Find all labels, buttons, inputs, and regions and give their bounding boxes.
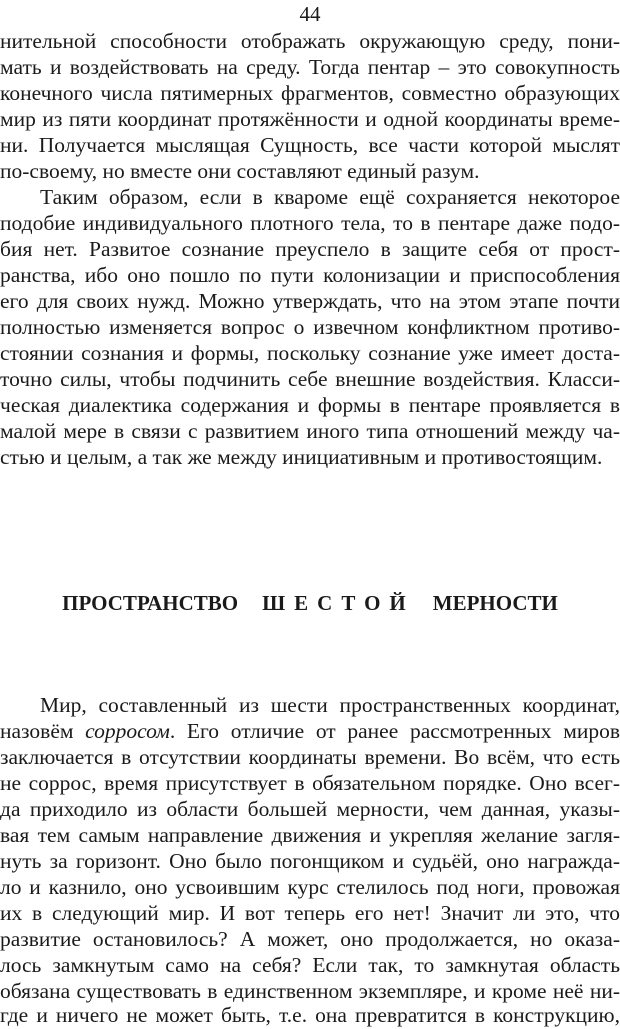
paragraph-3-line: развитие остановилось? А может, оно продолжается, но оказа- (0, 927, 620, 951)
section-heading (0, 590, 620, 616)
paragraph-3-line: где и ничего не может быть, т.е. она превратится в конструкцию, (0, 1003, 620, 1027)
italic-term: соррoсом (85, 719, 170, 743)
paragraph-3-line: лось замкнутым само на себя? Если так, то замкнутая область (0, 953, 620, 977)
heading-word: ПРОСТРАНСТВО (62, 591, 239, 615)
paragraph-3-line: не соррос, время присутствует в обязательном порядке. Оно всег- (0, 771, 620, 795)
paragraph-3-line: вая тем самым направление движения и укрепляя желание загля- (0, 823, 620, 847)
page-number: 44 (299, 2, 321, 26)
paragraph-2-line: полностью изменяется вопрос о извечном конфликтном противо- (0, 315, 620, 339)
paragraph-2-line: его для своих нужд. Можно утверждать, что на этом этапе почти (0, 289, 620, 313)
paragraph-3-line: ло и казнило, оно усвоившим курс стелилось под ноги, провожая (0, 875, 620, 899)
paragraph-2-line: точно силы, чтобы подчинить себе внешние воздействия. Класси- (0, 367, 620, 391)
paragraph-2-line: стью и целым, а так же между инициативным и противостоящим. (0, 445, 603, 469)
paragraph-3-line: их в следующий мир. И вот теперь его нет! Значит ли это, что (0, 901, 620, 925)
paragraph-1-line: нительной способности отображать окружающую среду, пони- (0, 29, 620, 53)
paragraph-2-line: Таким образом, если в кваромe ещё сохраняется некоторое (40, 185, 620, 209)
paragraph-2-line: стоянии сознания и формы, поскольку сознание уже имеет доста- (0, 341, 620, 365)
paragraph-2-line: бия нет. Развитое сознание преуспело в защите себя от прост- (0, 237, 620, 261)
heading-word-spaced: ШЕСТОЙ (262, 591, 415, 615)
paragraph-2-line: ческая диалектика содержания и формы в пентаре проявляется в (0, 393, 620, 417)
paragraph-2-line: подобие индивидуального плотного тела, то в пентаре даже подо- (0, 211, 620, 235)
paragraph-3-line (0, 718, 620, 744)
text-run: назовём (0, 719, 86, 743)
paragraph-3-line: заключается в отсутствии координаты времени. Во всём, что есть (0, 745, 620, 769)
paragraph-1-line: ни. Получается мыслящая Сущность, все части которой мыслят (0, 133, 620, 157)
paragraph-3-line: Мир, составленный из шести пространственных координат, (40, 693, 620, 717)
paragraph-3-line: обязана существовать в единственном экземпляре, и кроме неё ни- (0, 979, 620, 1003)
paragraph-3-line: нуть за горизонт. Оно было погонщиком и судьёй, оно награжда- (0, 849, 620, 873)
paragraph-3-line: да приходило из области большей мерности, чем данная, указы- (0, 797, 620, 821)
paragraph-1-line: мать и воздействовать на среду. Тогда пентар – это совокупность (0, 55, 620, 79)
paragraph-1-line: конечного числа пятимерных фрагментов, совместно образующих (0, 81, 620, 105)
paragraph-2-line: малой мере в связи с развитием иного типа отношений между ча- (0, 419, 620, 443)
text-run: . Его отличие от ранее рассмотренных миров (169, 719, 620, 743)
paragraph-1-line: по-своему, но вместе они составляют единый разум. (0, 159, 480, 183)
paragraph-2-line: ранства, ибо оно пошло по пути колонизации и приспособления (0, 263, 620, 287)
heading-word: МЕРНОСТИ (432, 591, 558, 615)
paragraph-1-line: мир из пяти координат протяжённости и одной координаты време- (0, 107, 620, 131)
